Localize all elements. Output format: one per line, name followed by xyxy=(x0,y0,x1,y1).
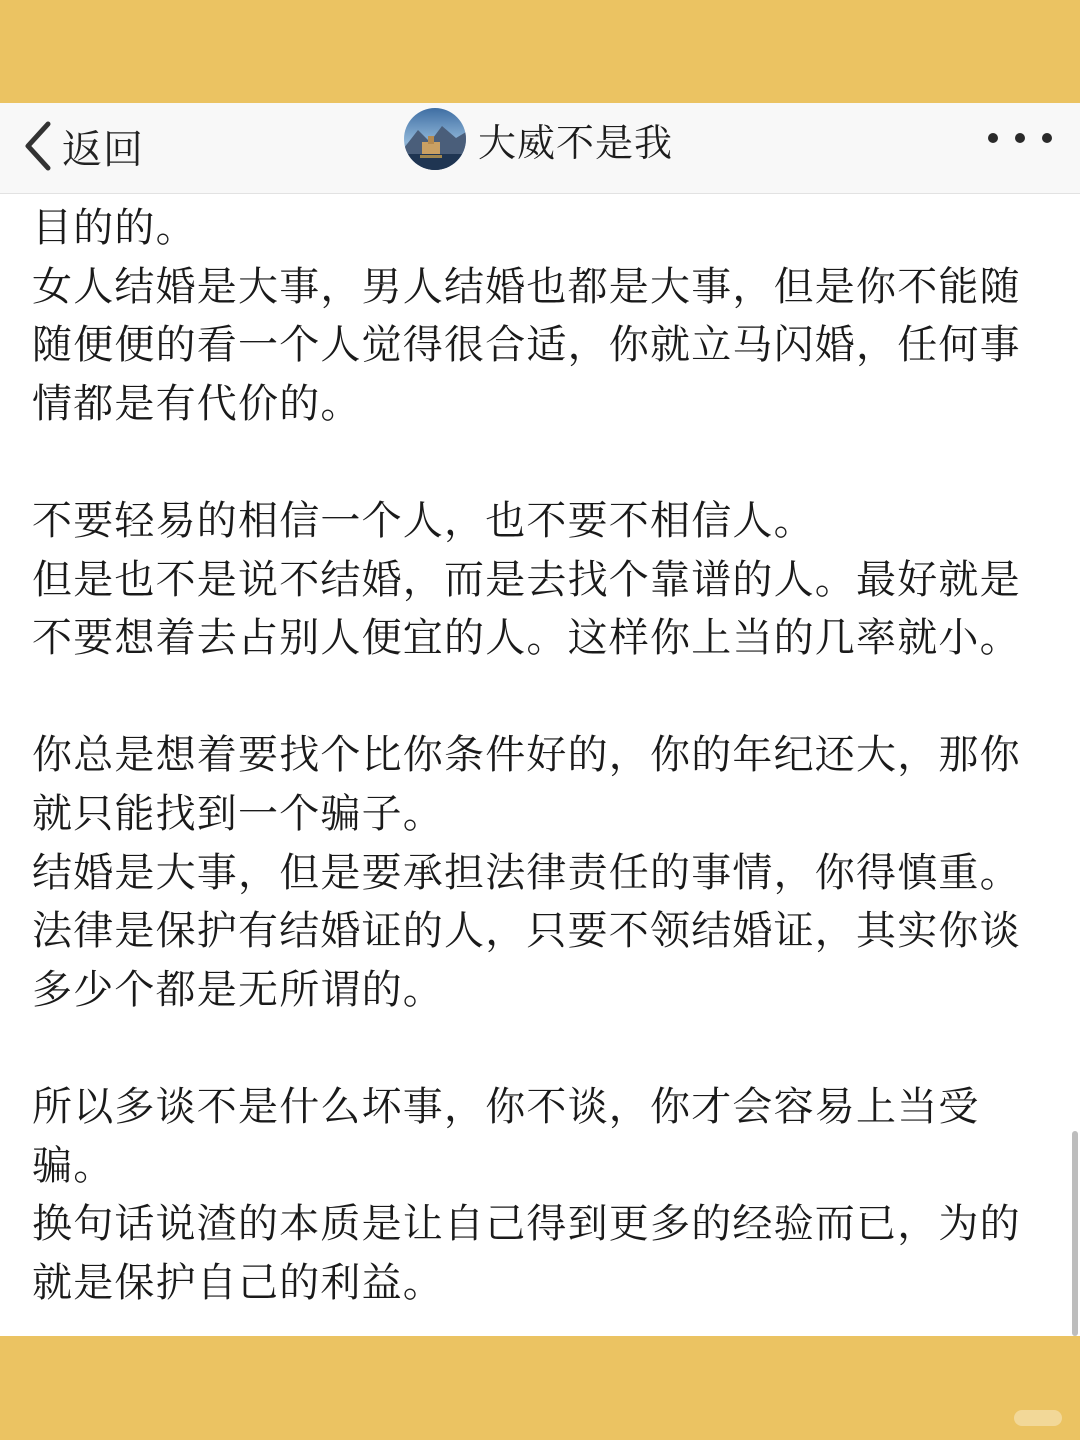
bottom-decor-band xyxy=(0,1336,1080,1440)
paragraph: 换句话说渣的本质是让自己得到更多的经验而已，为的就是保护自己的利益。 xyxy=(32,1201,1021,1306)
chevron-left-icon xyxy=(20,120,56,172)
paragraph: 女人结婚是大事，男人结婚也都是大事，但是你不能随随便便的看一个人觉得很合适，你就立马闪婚，任何事情都是有代价的。 xyxy=(32,263,1021,427)
blank-line xyxy=(32,668,1042,727)
avatar[interactable] xyxy=(404,108,466,170)
back-button[interactable] xyxy=(20,111,144,181)
navigation-bar xyxy=(0,103,1080,194)
paragraph: 目的的。 xyxy=(32,205,197,251)
screen xyxy=(0,103,1080,1336)
paragraph: 不要轻易的相信一个人，也不要不相信人。 xyxy=(32,497,815,544)
post-body xyxy=(32,199,1042,1312)
more-button[interactable] xyxy=(988,123,1052,153)
blank-line xyxy=(32,433,1042,492)
scrollbar[interactable] xyxy=(1072,1131,1078,1336)
more-dots-icon xyxy=(1042,133,1052,143)
conversation-title[interactable] xyxy=(404,106,673,172)
paragraph: 但是也不是说不结婚，而是去找个靠谱的人。最好就是不要想着去占别人便宜的人。这样你上当的几率就小。 xyxy=(32,556,1021,662)
more-dots-icon xyxy=(988,133,998,143)
top-decor-band xyxy=(0,0,1080,103)
page-title: 大威不是我 xyxy=(478,120,674,165)
paragraph: 结婚是大事，但是要承担法律责任的事情，你得慎重。 xyxy=(32,849,1021,896)
paragraph: 法律是保护有结婚证的人，只要不领结婚证，其实你谈多少个都是无所谓的。 xyxy=(32,908,1021,1013)
watermark-icon xyxy=(1014,1410,1062,1426)
paragraph: 所以多谈不是什么坏事，你不谈，你才会容易上当受骗。 xyxy=(32,1083,980,1189)
paragraph: 你总是想着要找个比你条件好的，你的年纪还大，那你就只能找到一个骗子。 xyxy=(32,732,1021,837)
back-label: 返回 xyxy=(62,126,144,173)
blank-line xyxy=(32,1019,1042,1078)
avatar-photo-icon xyxy=(404,108,466,170)
more-dots-icon xyxy=(1015,133,1025,143)
